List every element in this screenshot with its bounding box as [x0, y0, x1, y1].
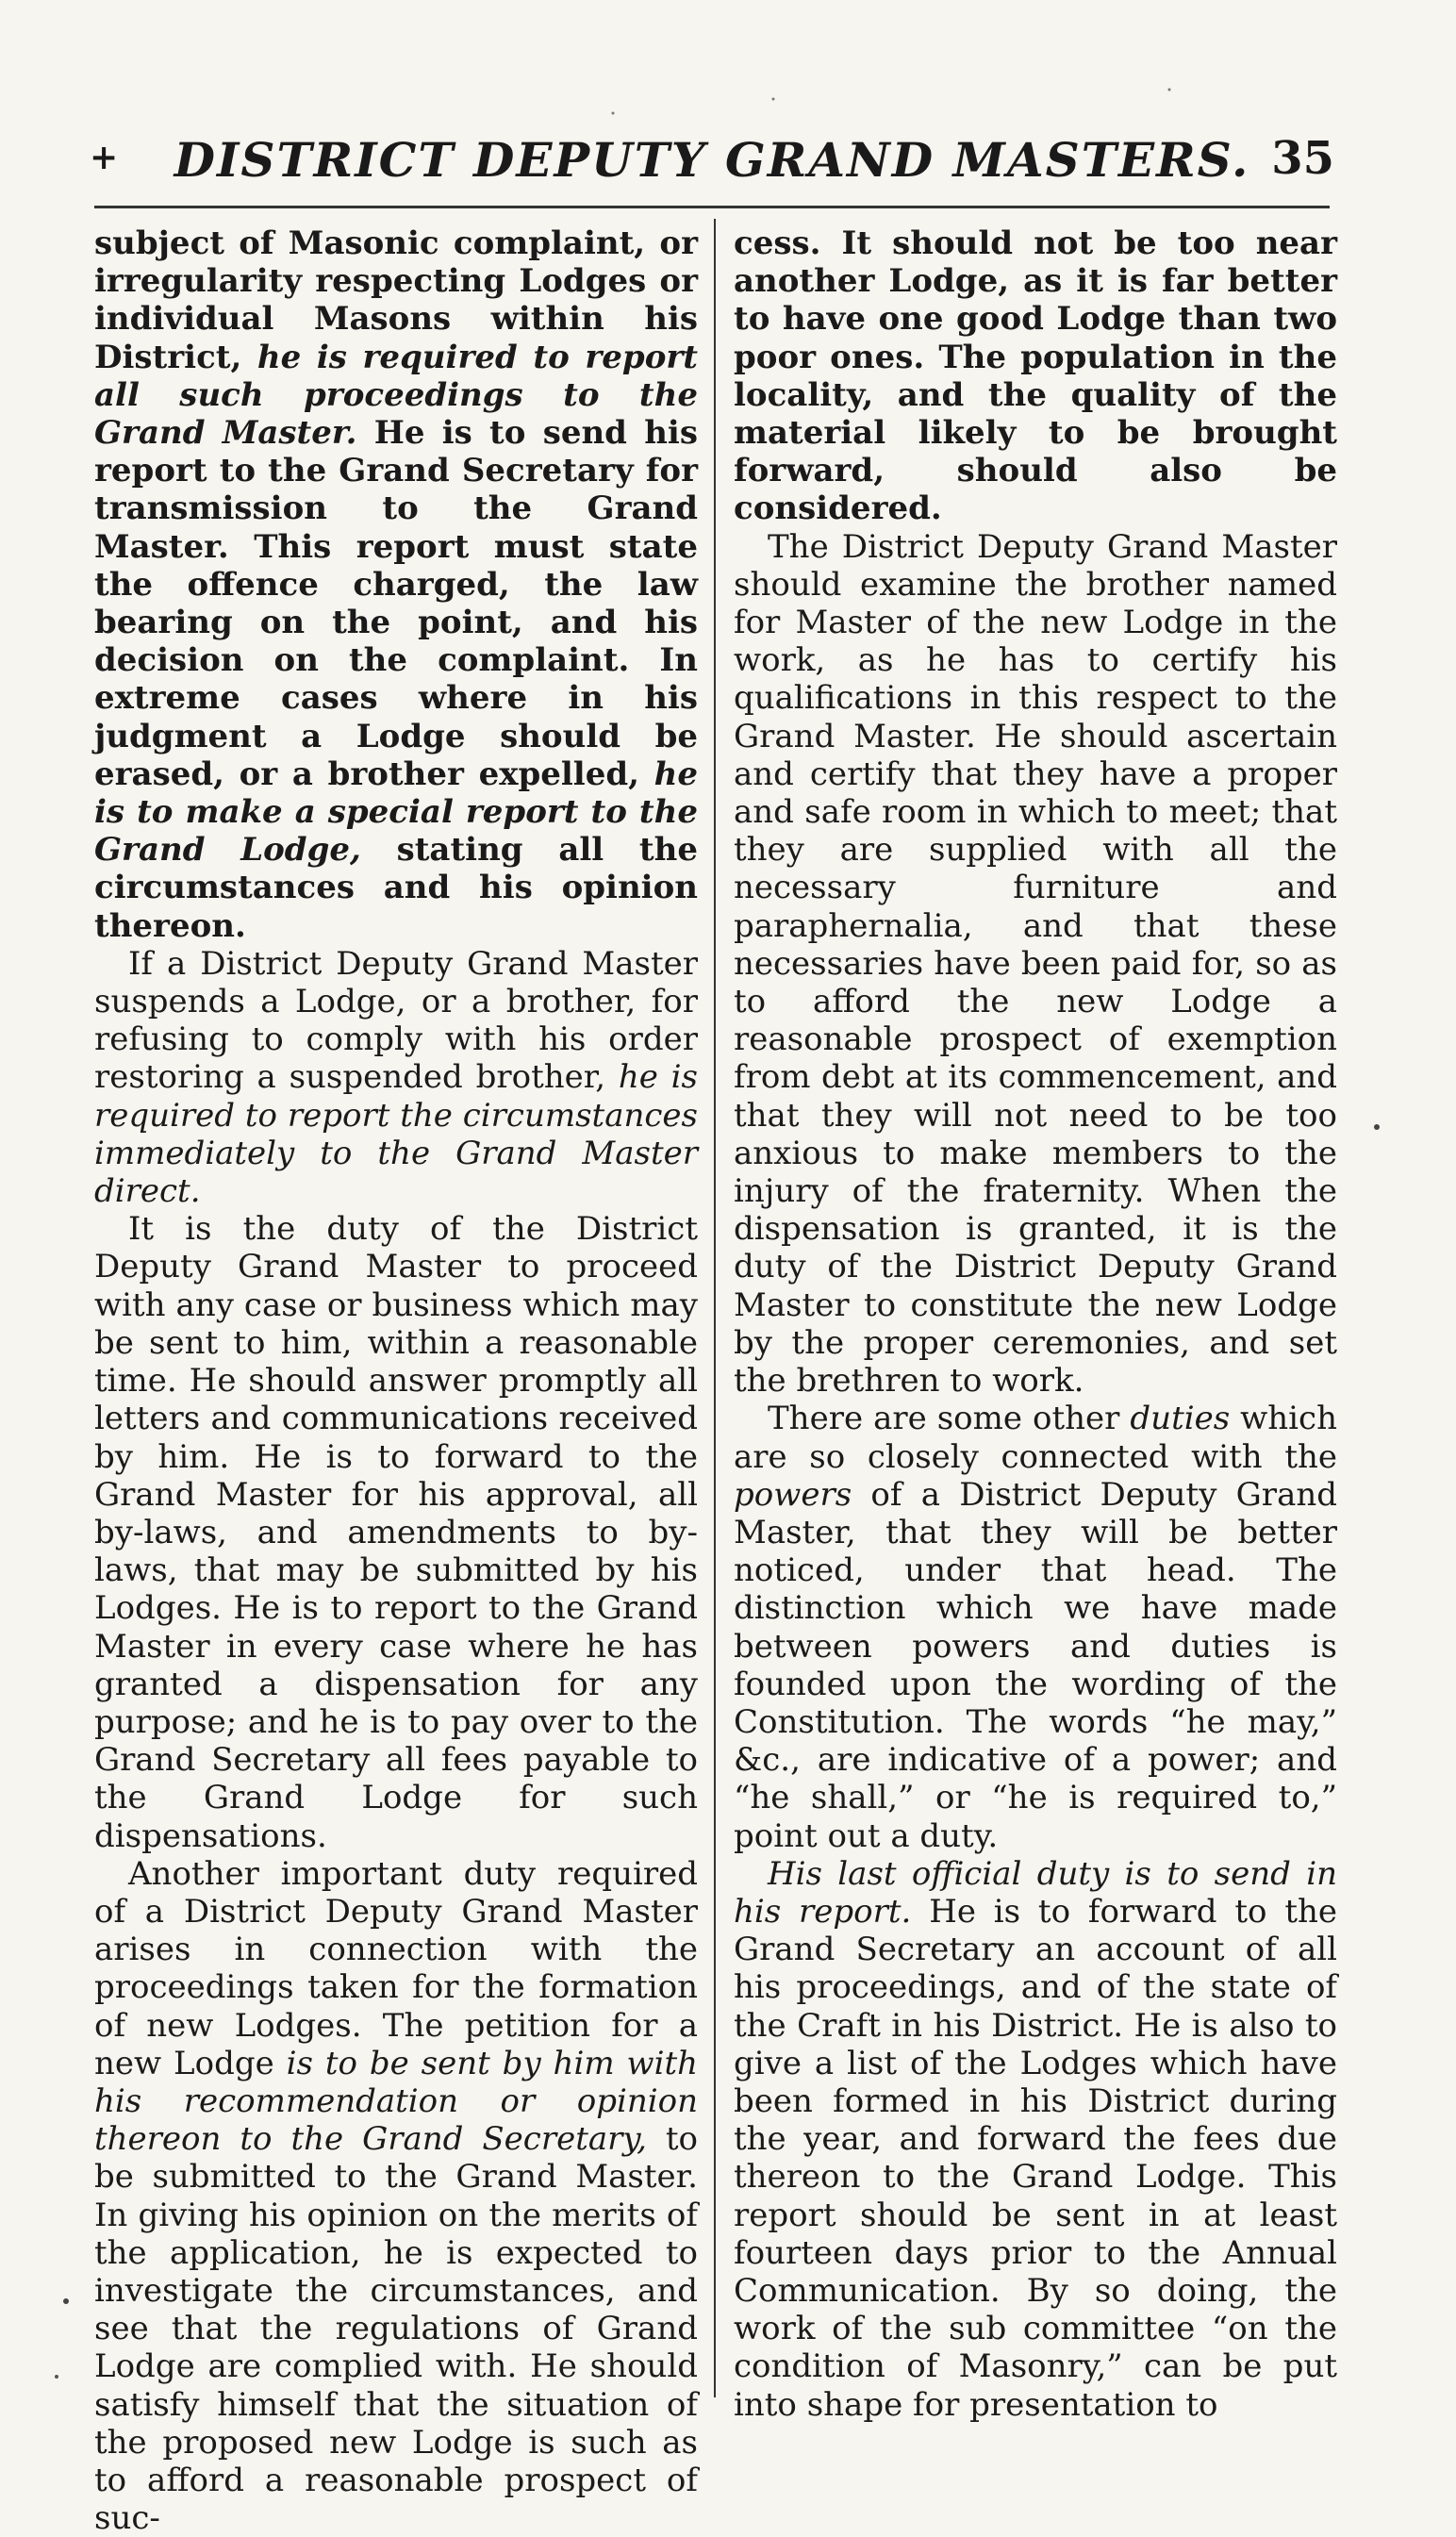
text-run: stating all the circumstances and his opinion thereon. — [94, 831, 698, 945]
text-run: he is required to report the circumstances immediately to the Grand Master direct. — [94, 1058, 698, 1211]
text-run: Another important duty required of a District Deputy Grand Master arises in connection with the proceedings taken for the formation of new Lodges. The petition for a new Lodge — [94, 1854, 698, 2082]
text-run: he is to make a special report to the Grand Lodge, — [94, 754, 698, 870]
page-title: DISTRICT DEPUTY GRAND MASTERS. — [174, 132, 1250, 188]
text-run: he is required to report all such proceedings to the Grand Master. — [94, 338, 698, 453]
text-run: powers — [734, 1475, 852, 1514]
page-number: 35 — [1271, 132, 1334, 185]
text-run: The District Deputy Grand Master should examine the brother named for Master of the new Lodge in the work, as he has to certify his qualifications in this respect to the Grand Master. He should ascertain and certify that they have a proper and safe room in which to meet; that they are supplied with all the necessary furniture and paraphernalia, and that these necessaries have been paid for, so as to afford the new Lodge a reasonable prospect of exemption from debt at its commencement, and that they will not need to be too anxious to make members to the injury of the fraternity. When the dispensation is granted, it is the duty of the District Deputy Grand Master to constitute the new Lodge by the proper ceremonies, and set the brethren to work. — [734, 527, 1337, 1401]
header-mark: + — [90, 138, 119, 177]
text-run: of a District Deputy Grand Master, that they will be better noticed, under that head. The distinction which we have made between powers and duties is founded upon the wording of the Constitution. The words “he may,” &c., are indicative of a power; and “he shall,” or “he is required to,” point out a duty. — [734, 1475, 1337, 1855]
text-run: is to be sent by him with his recommendation or opinion thereon to the Grand Secretary, — [94, 2044, 699, 2159]
text-run: If a District Deputy Grand Master suspends a Lodge, or a brother, for refusing to comply with his order restoring a suspended brother, — [94, 944, 698, 1097]
text-run: He is to forward to the Grand Secretary an account of all his proceedings, and of the state of the Craft in his District. He is also to give a list of the Lodges which have been formed in his District during the year, and forward the fees due thereon to the Grand Lodge. This report should be sent in at least fourteen days prior to the Annual Communication. By so doing, the work of the sub committee “on the condition of Masonry,” can be put into shape for presentation to — [734, 1892, 1337, 2424]
text-run: It is the duty of the District Deputy Grand Master to proceed with any case or business which may be sent to him, within a reasonable time. He should answer promptly all letters and communications received by him. He is to forward to the Grand Master for his approval, all by-laws, and amendments to by-laws, that may be submitted by his Lodges. He is to report to the Grand Master in every case where he has granted a dispensation for any purpose; and he is to pay over to the Grand Secretary all fees payable to the Grand Lodge for such dispensations. — [94, 1210, 698, 1855]
text-run: He is to send his report to the Grand Secretary for transmission to the Grand Master. This report must state the offence charged, the law bearing on the point, and his decision on the complaint. In extreme cases where in his judgment a Lodge should be erased, or a brother expelled, — [94, 414, 698, 793]
text-run: cess. It should not be too near another Lodge, as it is far better to have one good Lodge than two poor ones. The population in the locality, and the quality of the material likely to be brought forward, should also be considered. — [734, 224, 1337, 528]
text-run: duties — [1130, 1400, 1231, 1438]
text-run: There are some other — [768, 1400, 1131, 1438]
text-run: subject of Masonic complaint, or irregularity respecting Lodges or individual Masons within his District, — [94, 224, 698, 376]
text-run: which are so closely connected with the — [734, 1400, 1337, 1476]
text-run: His last official duty is to send in his report. — [734, 1854, 1337, 1931]
text-run: to be submitted to the Grand Master. In giving his opinion on the merits of the application, he is expected to investigate the circumstances, and see that the regulations of Grand Lodge are complied with. He should satisfy himself that the situation of the proposed new Lodge is such as to afford a reasonable prospect of suc- — [94, 2120, 698, 2537]
